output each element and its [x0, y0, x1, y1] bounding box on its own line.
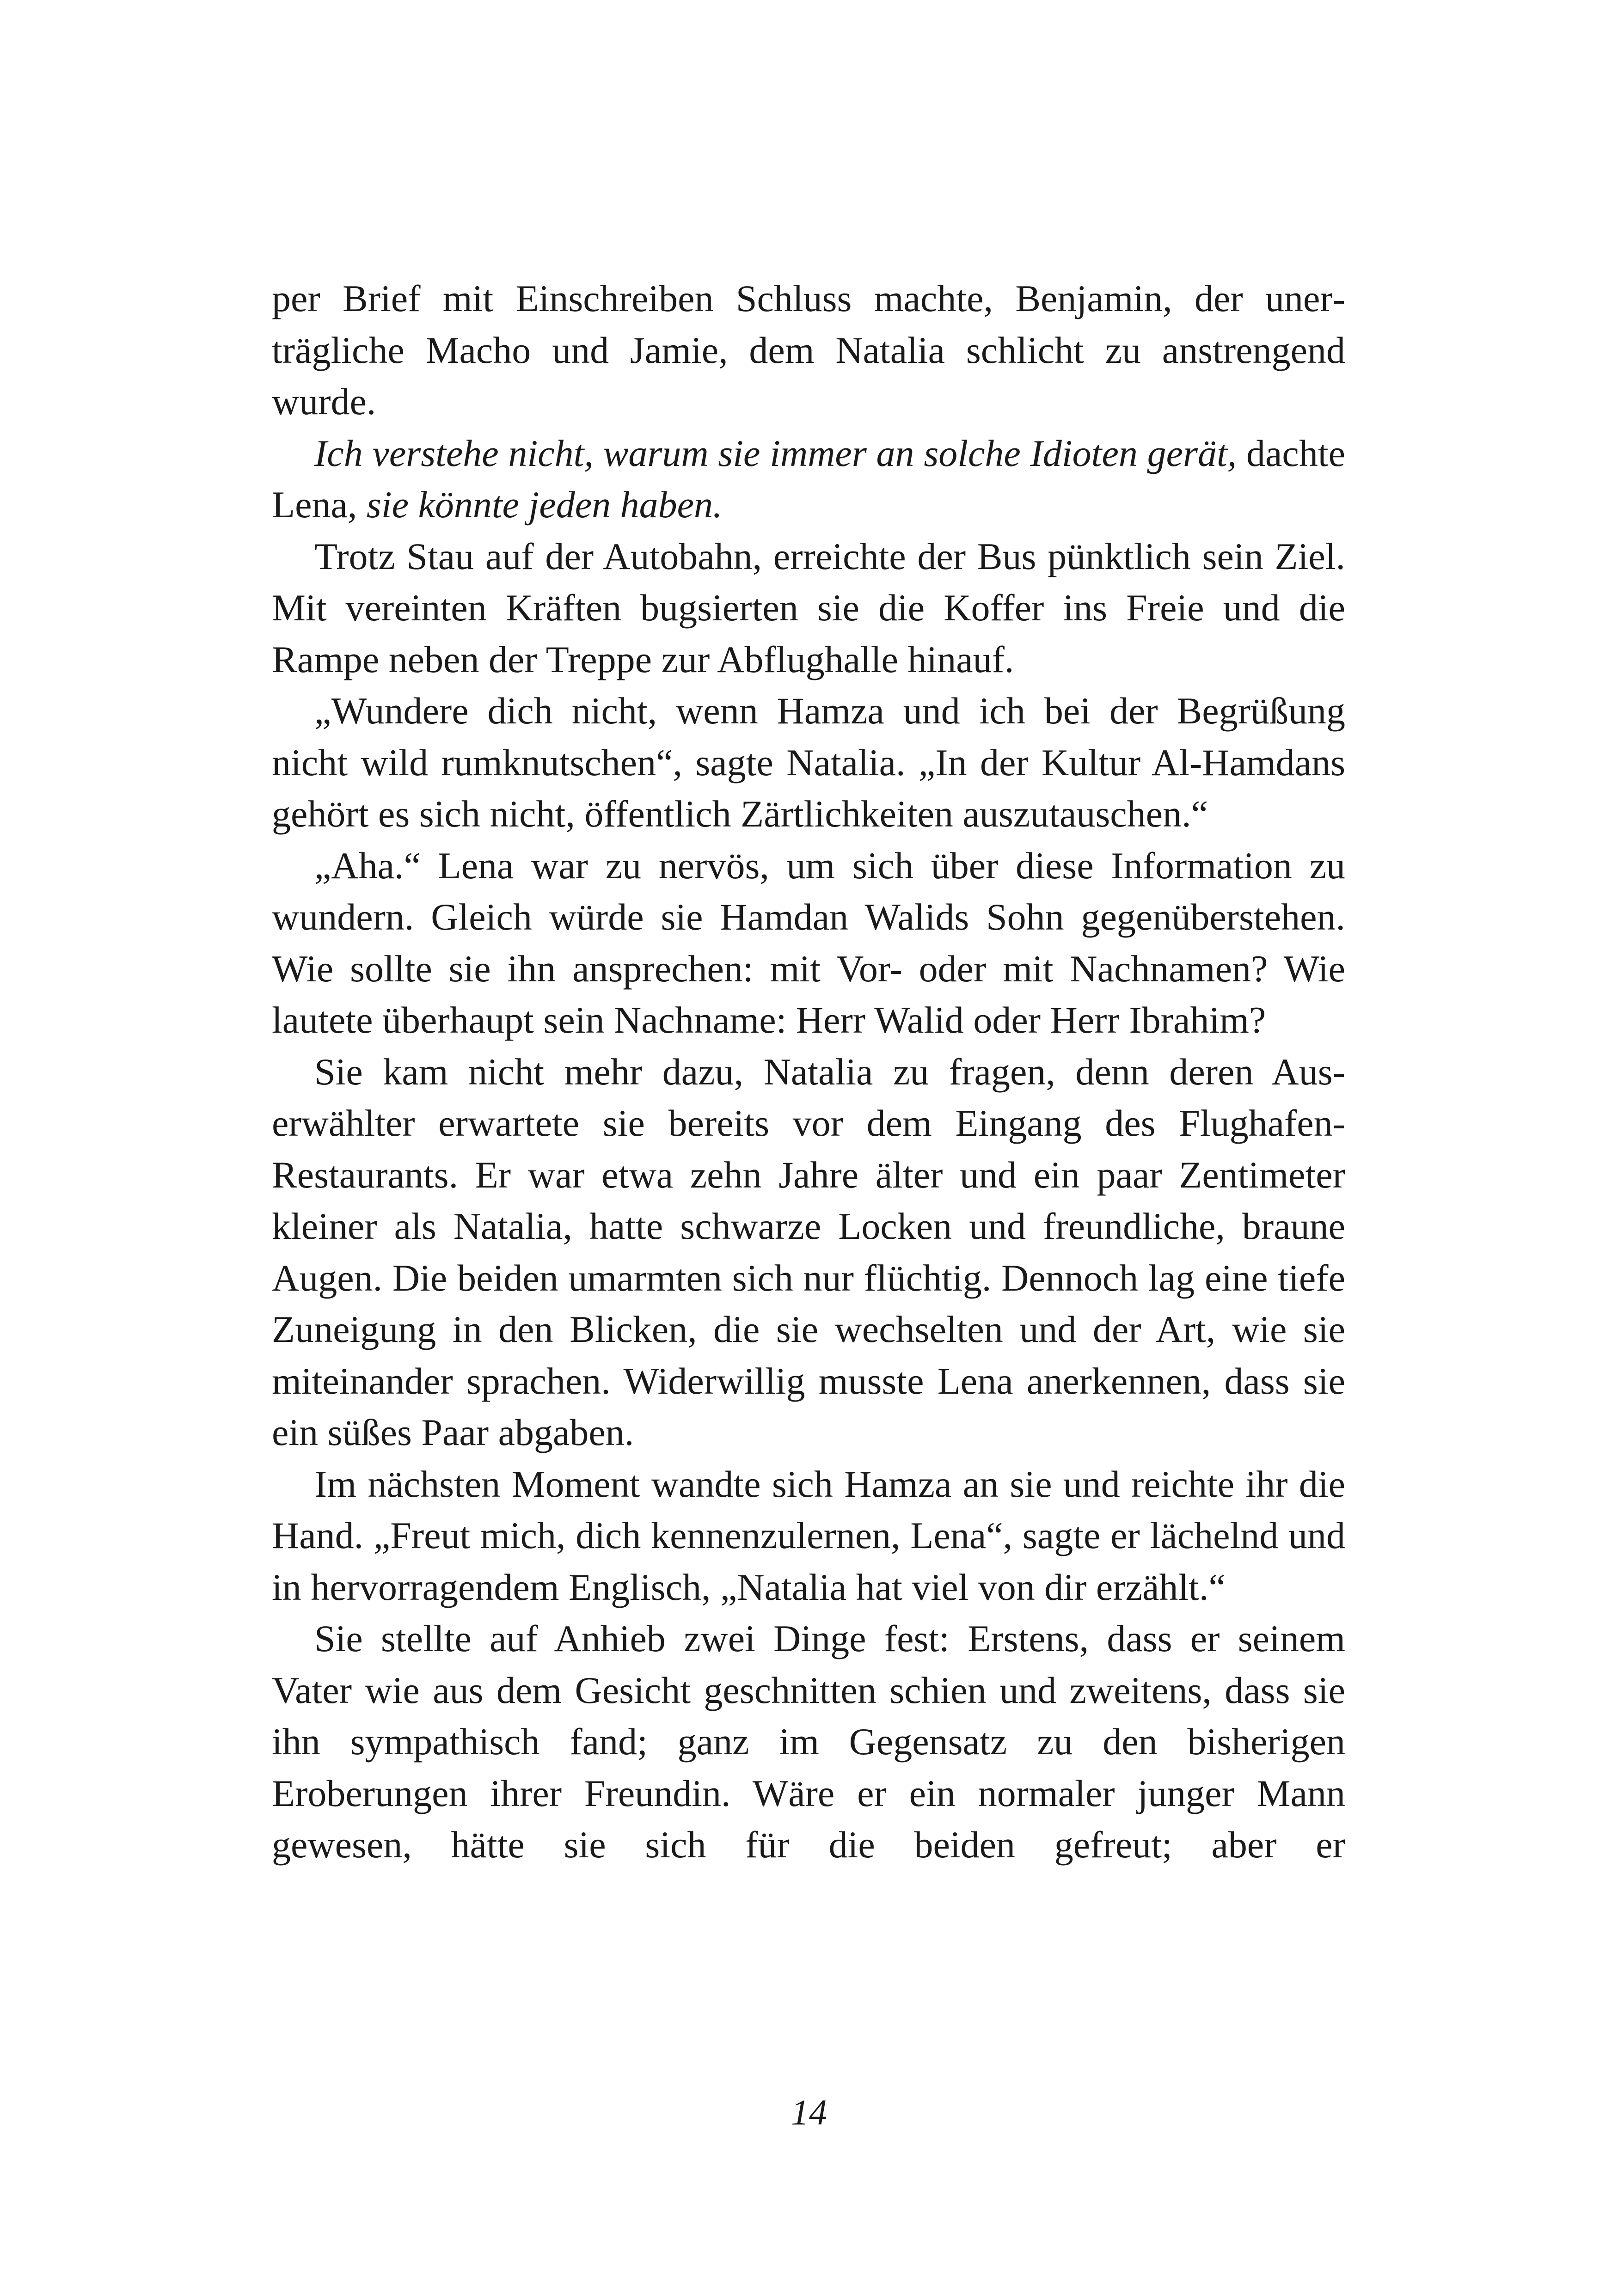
paragraph-1 [272, 273, 1345, 428]
paragraph-3 [272, 531, 1345, 686]
paragraph-2-italic-thought-1: Ich verstehe nicht, warum sie immer an solche Idioten gerät, [314, 432, 1237, 474]
page-number: 14 [791, 2092, 827, 2132]
paragraph-2-text: dachte Lena, [272, 432, 1346, 526]
paragraph-4 [272, 685, 1345, 840]
paragraph-2 [272, 428, 1345, 531]
body-text [272, 273, 1345, 1871]
paragraph-6-text: Sie kam nicht mehr dazu, Natalia zu fragen, denn deren Auserwählter erwartete sie bereits vor dem Eingang des Flughafen-Restaurants. Er war etwa zehn Jahre älter und ein paar Zentimeter kleiner als Natalia, hatte schwarze Locken und freundliche, braune Augen. Die beiden umarmten sich nur flüchtig. Dennoch lag eine tiefe Zuneigung in den Blicken, die sie wechselten und der Art, wie sie miteinander sprachen. Widerwillig musste Lena anerkennen, dass sie ein süßes Paar abgaben. [272, 1050, 1345, 1453]
paragraph-8-text: Sie stellte auf Anhieb zwei Dinge fest: Erstens, dass er seinem Vater wie aus dem Gesicht geschnitten schien und zweitens, dass sie ihn sympathisch fand; ganz im Gegensatz zu den bisherigen Eroberungen ihrer Freundin. Wäre er ein normaler junger Mann gewesen, hätte sie sich für die beiden gefreut; aber er [272, 1617, 1345, 1866]
paragraph-2-italic-thought-2: sie könnte jeden haben. [366, 484, 723, 526]
paragraph-5 [272, 840, 1345, 1046]
paragraph-8 [272, 1613, 1345, 1871]
paragraph-7 [272, 1458, 1345, 1613]
paragraph-5-text: „Aha.“ Lena war zu nervös, um sich über diese Information zu wundern. Gleich würde sie Hamdan Walids Sohn gegenüberstehen. Wie sollte sie ihn ansprechen: mit Vor- oder mit Nachnamen? Wie lautete überhaupt sein Nachname: Herr Walid oder Herr Ibrahim? [272, 844, 1345, 1041]
paragraph-1-text: per Brief mit Einschreiben Schluss machte, Benjamin, der unerträgliche Macho und Jamie, dem Natalia schlicht zu anstrengend wurde. [272, 277, 1345, 422]
paragraph-7-text: Im nächsten Moment wandte sich Hamza an sie und reichte ihr die Hand. „Freut mich, dich kennenzulernen, Lena“, sagte er lächelnd und in hervorragendem Englisch, „Natalia hat viel von dir erzählt.“ [272, 1463, 1345, 1608]
paragraph-4-text: „Wundere dich nicht, wenn Hamza und ich bei der Begrüßung nicht wild rumknutschen“, sagte Natalia. „In der Kultur Al-Hamdans gehört es sich nicht, öffentlich Zärtlichkeiten auszutauschen.“ [272, 690, 1345, 835]
paragraph-6 [272, 1046, 1345, 1458]
paragraph-3-text: Trotz Stau auf der Autobahn, erreichte der Bus pünktlich sein Ziel. Mit vereinten Kräften bugsierten sie die Koffer ins Freie und die Rampe neben der Treppe zur Abflughalle hinauf. [272, 535, 1345, 680]
